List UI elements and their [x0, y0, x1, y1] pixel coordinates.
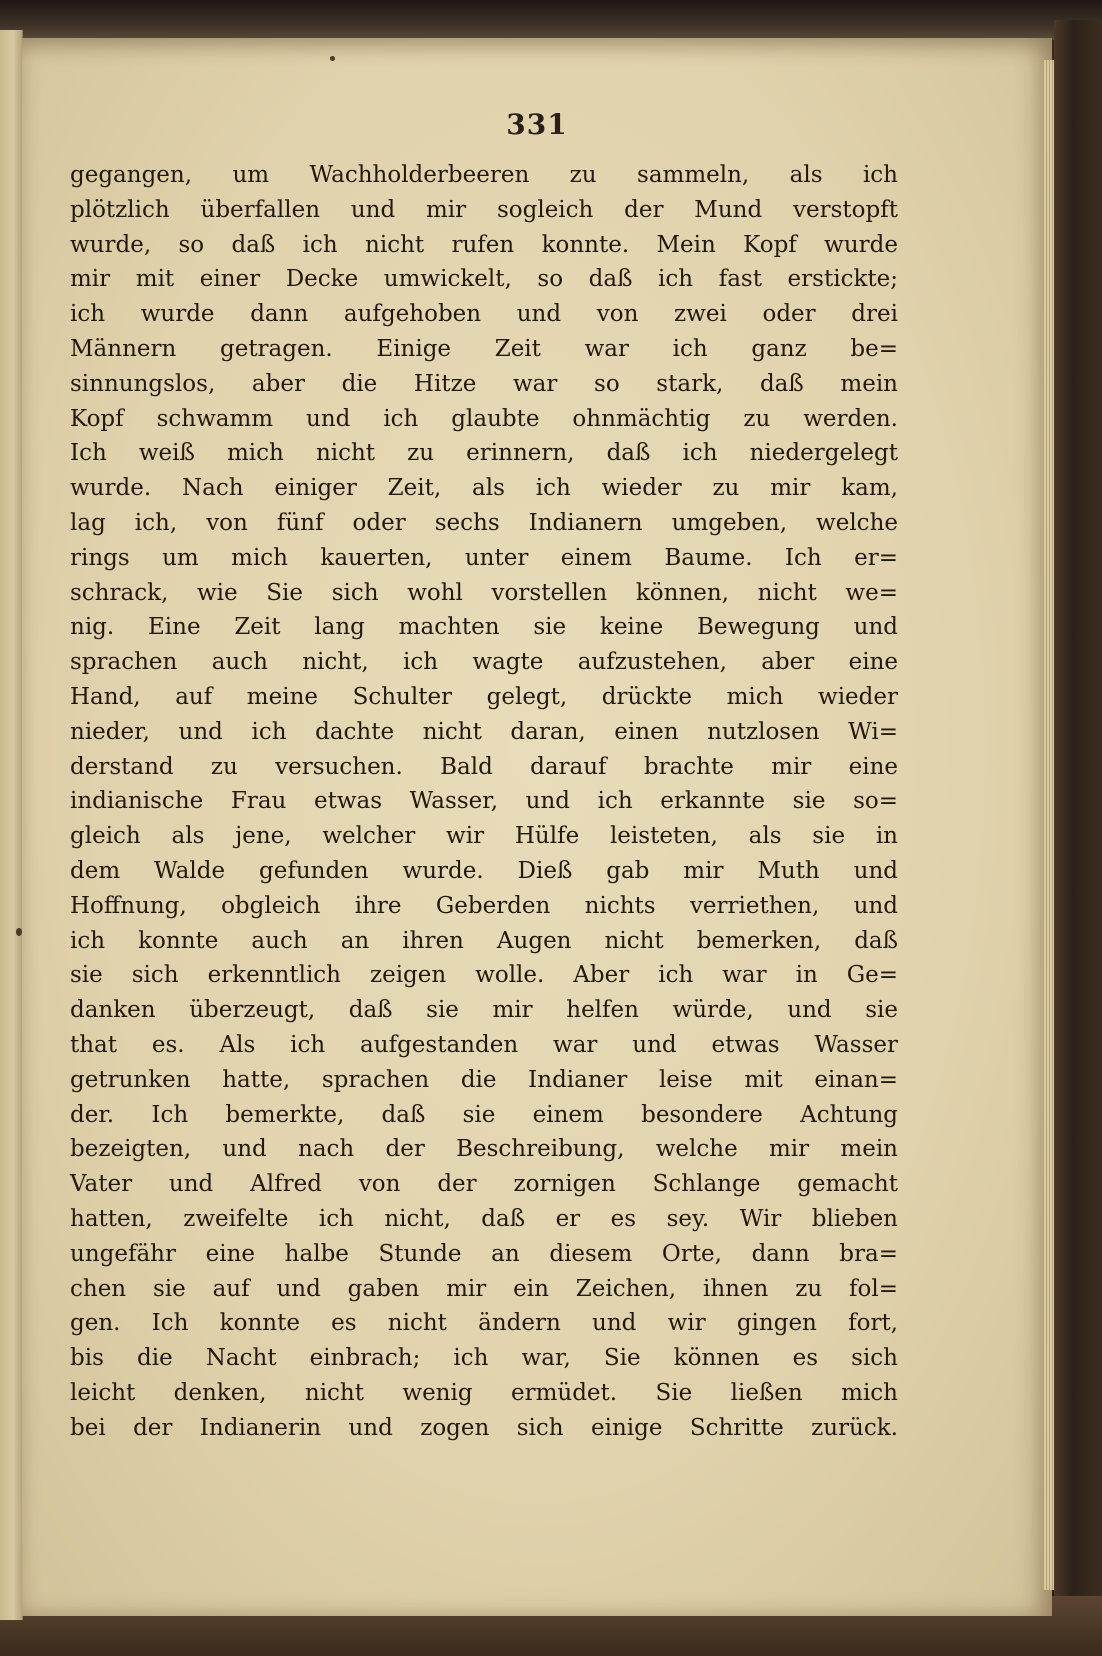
page-stack-edge	[1044, 60, 1054, 1590]
ink-speck	[330, 56, 335, 61]
book-page	[22, 38, 1052, 1616]
text-line: bezeigten, und nach der Beschreibung, welche mir mein	[70, 1136, 898, 1163]
book-cover-right	[1054, 20, 1102, 1656]
text-line: lag ich, von fünf oder sechs Indianern umgeben, welche	[70, 509, 898, 536]
text-line: Hand, auf meine Schulter gelegt, drückte mich wieder	[70, 683, 898, 710]
text-line: Hoffnung, obgleich ihre Geberden nichts verriethen, und	[70, 892, 898, 919]
text-line: danken überzeugt, daß sie mir helfen würde, und sie	[70, 997, 898, 1024]
text-line: ich wurde dann aufgehoben und von zwei oder drei	[70, 301, 898, 328]
ink-speck	[16, 928, 22, 936]
text-line: gegangen, um Wachholderbeeren zu sammeln, als ich	[70, 162, 898, 188]
text-line: that es. Als ich aufgestanden war und etwas Wasser	[70, 1031, 898, 1058]
text-line: bis die Nacht einbrach; ich war, Sie können es sich	[70, 1345, 898, 1372]
text-line: nieder, und ich dachte nicht daran, einen nutzlosen Wi=	[70, 718, 898, 745]
text-line: ich konnte auch an ihren Augen nicht bemerken, daß	[70, 927, 898, 954]
text-line: schrack, wie Sie sich wohl vorstellen können, nicht we=	[70, 579, 898, 606]
body-text	[70, 158, 898, 1445]
book-cover-top	[0, 0, 1102, 40]
text-line: leicht denken, nicht wenig ermüdet. Sie ließen mich	[70, 1379, 898, 1406]
text-line: rings um mich kauerten, unter einem Baume. Ich er=	[70, 544, 898, 571]
text-line: gen. Ich konnte es nicht ändern und wir gingen fort,	[70, 1310, 898, 1337]
page-number: 331	[506, 108, 568, 141]
text-line: Vater und Alfred von der zornigen Schlange gemacht	[70, 1171, 898, 1198]
text-line: dem Walde gefunden wurde. Dieß gab mir Muth und	[70, 857, 898, 884]
text-line: sinnungslos, aber die Hitze war so stark, daß mein	[70, 370, 898, 397]
text-line: Männern getragen. Einige Zeit war ich ganz be=	[70, 335, 898, 362]
text-line: indianische Frau etwas Wasser, und ich erkannte sie so=	[70, 788, 898, 815]
text-line: wurde. Nach einiger Zeit, als ich wieder zu mir kam,	[70, 475, 898, 502]
text-line: sprachen auch nicht, ich wagte aufzustehen, aber eine	[70, 649, 898, 676]
text-line: Kopf schwamm und ich glaubte ohnmächtig zu werden.	[70, 405, 898, 432]
text-line: hatten, zweifelte ich nicht, daß er es sey. Wir blieben	[70, 1205, 898, 1232]
text-line: derstand zu versuchen. Bald darauf brachte mir eine	[70, 753, 898, 780]
text-line: getrunken hatte, sprachen die Indianer leise mit einan=	[70, 1066, 898, 1093]
text-line: wurde, so daß ich nicht rufen konnte. Mein Kopf wurde	[70, 231, 898, 258]
text-line: plötzlich überfallen und mir sogleich der Mund verstopft	[70, 196, 898, 223]
text-line: nig. Eine Zeit lang machten sie keine Bewegung und	[70, 614, 898, 641]
text-line: ungefähr eine halbe Stunde an diesem Orte, dann bra=	[70, 1240, 898, 1267]
text-line: der. Ich bemerkte, daß sie einem besondere Achtung	[70, 1101, 898, 1128]
text-line: mir mit einer Decke umwickelt, so daß ich fast erstickte;	[70, 266, 898, 293]
text-line: sie sich erkenntlich zeigen wolle. Aber ich war in Ge=	[70, 962, 898, 989]
text-line: bei der Indianerin und zogen sich einige Schritte zurück.	[70, 1414, 898, 1441]
previous-page-edge	[0, 30, 23, 1620]
text-line: chen sie auf und gaben mir ein Zeichen, ihnen zu fol=	[70, 1275, 898, 1302]
text-line: Ich weiß mich nicht zu erinnern, daß ich niedergelegt	[70, 440, 898, 467]
text-line: gleich als jene, welcher wir Hülfe leisteten, als sie in	[70, 823, 898, 850]
